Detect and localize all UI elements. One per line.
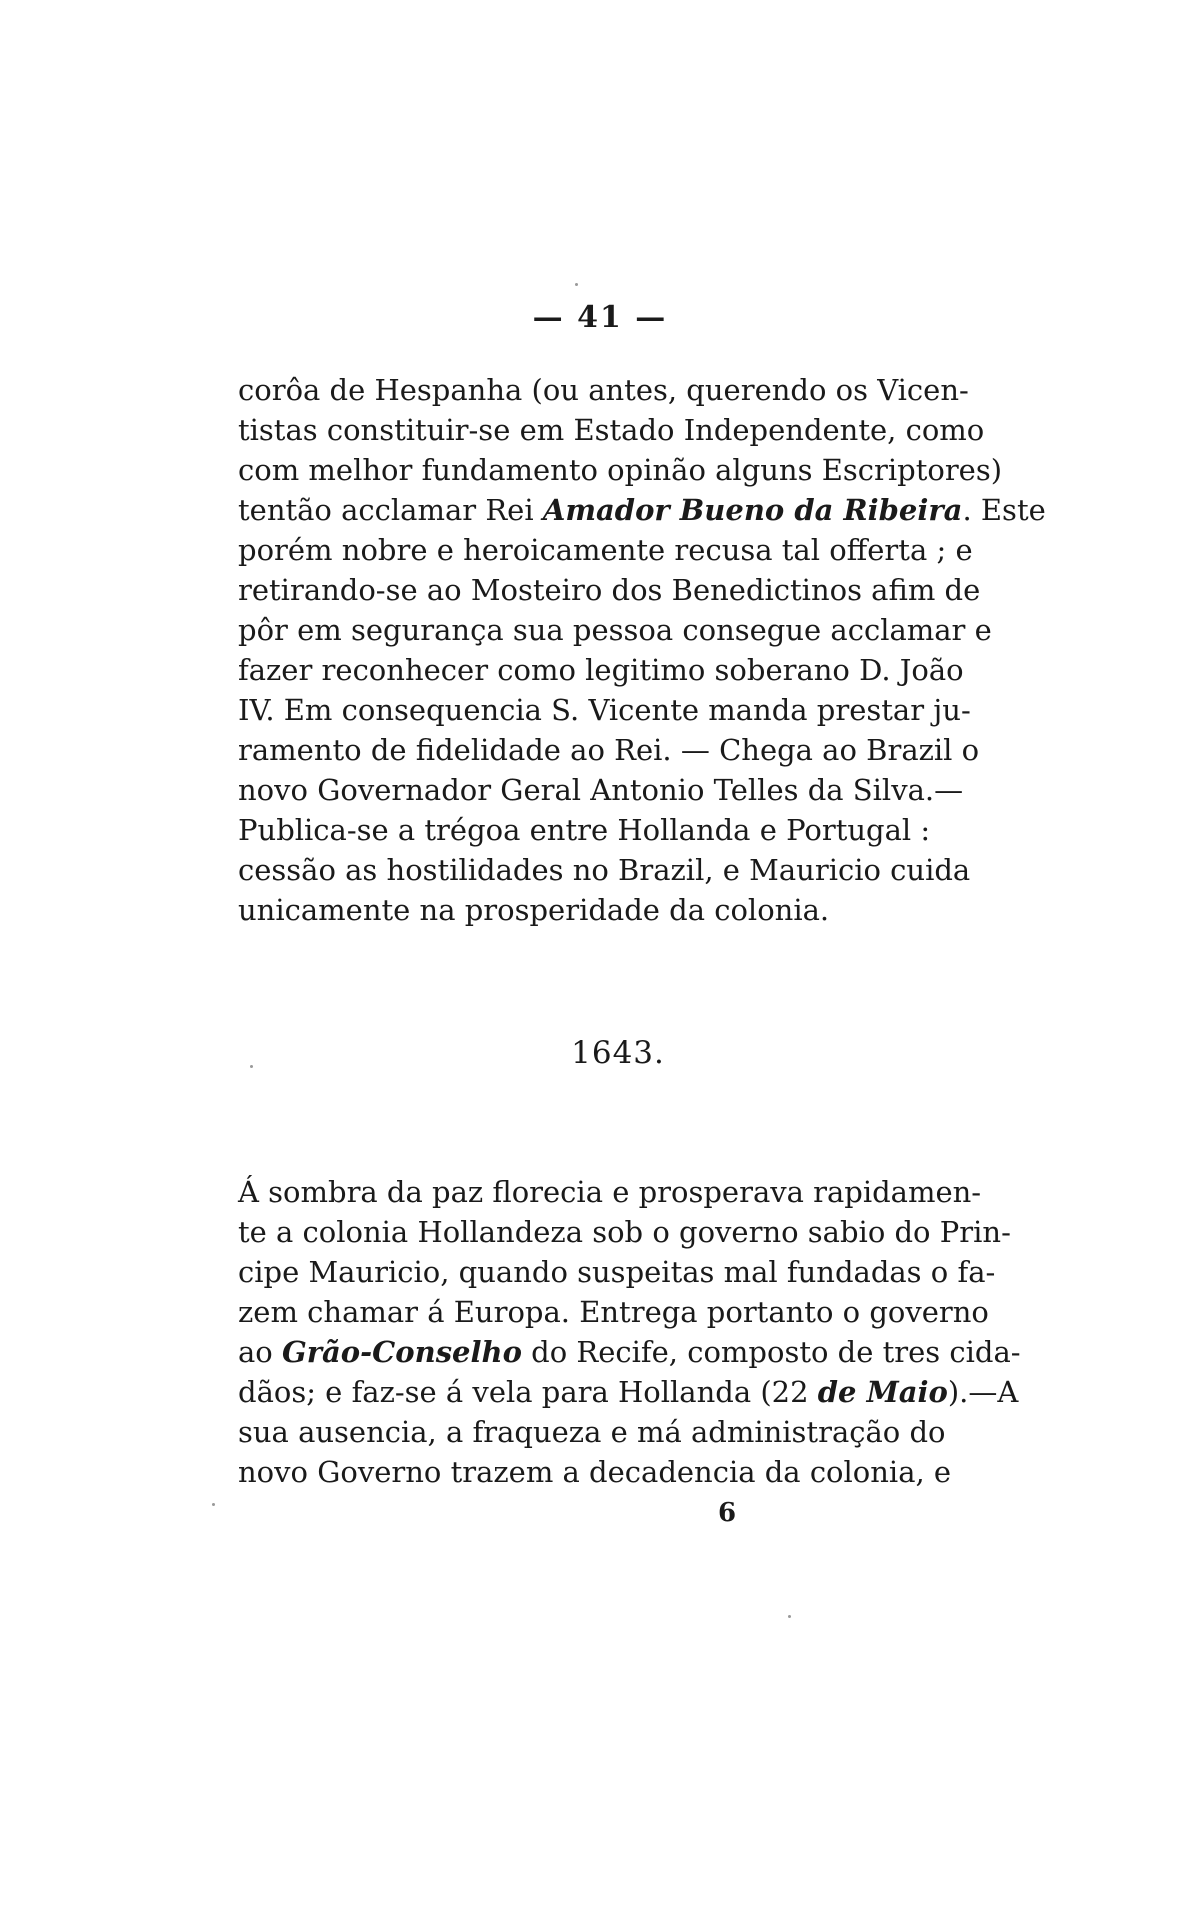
text-segment: ao <box>238 1335 282 1369</box>
text-segment: tentão acclamar Rei <box>238 493 543 527</box>
text-line <box>238 610 992 650</box>
text-line <box>238 1452 952 1492</box>
text-segment: do Recife, composto de tres cida- <box>521 1335 1021 1369</box>
text-segment: com melhor fundamento opinão alguns Escriptores) <box>238 453 1003 487</box>
text-segment: ramento de fidelidade ao Rei. — Chega ao Brazil o <box>238 733 980 767</box>
text-line <box>238 1372 1019 1412</box>
text-segment: cessão as hostilidades no Brazil, e Mauricio cuida <box>238 853 971 887</box>
print-speck <box>212 1503 215 1506</box>
text-segment: Á sombra da paz florecia e prosperava rapidamen- <box>238 1175 982 1209</box>
signature-mark: 6 <box>718 1498 737 1528</box>
text-segment: IV. Em consequencia S. Vicente manda prestar ju- <box>238 693 971 727</box>
text-segment: tistas constituir-se em Estado Independente, como <box>238 413 985 447</box>
text-line <box>238 770 964 810</box>
text-segment: fazer reconhecer como legitimo soberano D. João <box>238 653 964 687</box>
text-line <box>238 1332 1021 1372</box>
year-heading: 1643. <box>571 1035 665 1071</box>
text-segment: zem chamar á Europa. Entrega portanto o governo <box>238 1295 989 1329</box>
italic-text: Grão-Conselho <box>281 1335 522 1369</box>
print-speck <box>788 1615 791 1618</box>
text-segment: sua ausencia, a fraqueza e má administração do <box>238 1415 946 1449</box>
text-segment: corôa de Hespanha (ou antes, querendo os Vicen- <box>238 373 969 407</box>
text-line <box>238 370 969 410</box>
text-line <box>238 1212 1011 1252</box>
paragraph-2 <box>238 1172 1021 1492</box>
text-line <box>238 850 971 890</box>
text-line <box>238 450 1003 490</box>
text-line <box>238 1172 982 1212</box>
print-speck <box>250 1065 253 1068</box>
text-segment: novo Governo trazem a decadencia da colonia, e <box>238 1455 952 1489</box>
text-segment: Publica-se a trégoa entre Hollanda e Portugal : <box>238 813 931 847</box>
print-speck <box>575 283 578 286</box>
text-line <box>238 690 971 730</box>
text-segment: . Este <box>962 493 1046 527</box>
text-segment: pôr em segurança sua pessoa consegue acclamar e <box>238 613 992 647</box>
text-line <box>238 810 931 850</box>
text-segment: novo Governador Geral Antonio Telles da Silva.— <box>238 773 964 807</box>
text-line <box>238 570 981 610</box>
text-line <box>238 650 964 690</box>
text-segment: ).—A <box>947 1375 1019 1409</box>
text-line <box>238 1252 996 1292</box>
text-line <box>238 490 1046 530</box>
text-line <box>238 730 980 770</box>
text-line <box>238 890 902 930</box>
paragraph-1 <box>238 370 1046 930</box>
text-segment: te a colonia Hollandeza sob o governo sabio do Prin- <box>238 1215 1011 1249</box>
text-line <box>238 1292 989 1332</box>
text-line <box>238 410 985 450</box>
text-segment: unicamente na prosperidade da colonia. <box>238 893 830 927</box>
text-segment: cipe Mauricio, quando suspeitas mal fundadas o fa- <box>238 1255 996 1289</box>
text-line <box>238 530 973 570</box>
italic-text: de Maio <box>817 1375 948 1409</box>
text-segment: dãos; e faz-se á vela para Hollanda (22 <box>238 1375 818 1409</box>
text-segment: porém nobre e heroicamente recusa tal offerta ; e <box>238 533 973 567</box>
page-number: — 41 — <box>532 300 668 335</box>
italic-text: Amador Bueno da Ribeira <box>542 493 963 527</box>
text-segment: retirando-se ao Mosteiro dos Benedictinos afim de <box>238 573 981 607</box>
text-line <box>238 1412 946 1452</box>
